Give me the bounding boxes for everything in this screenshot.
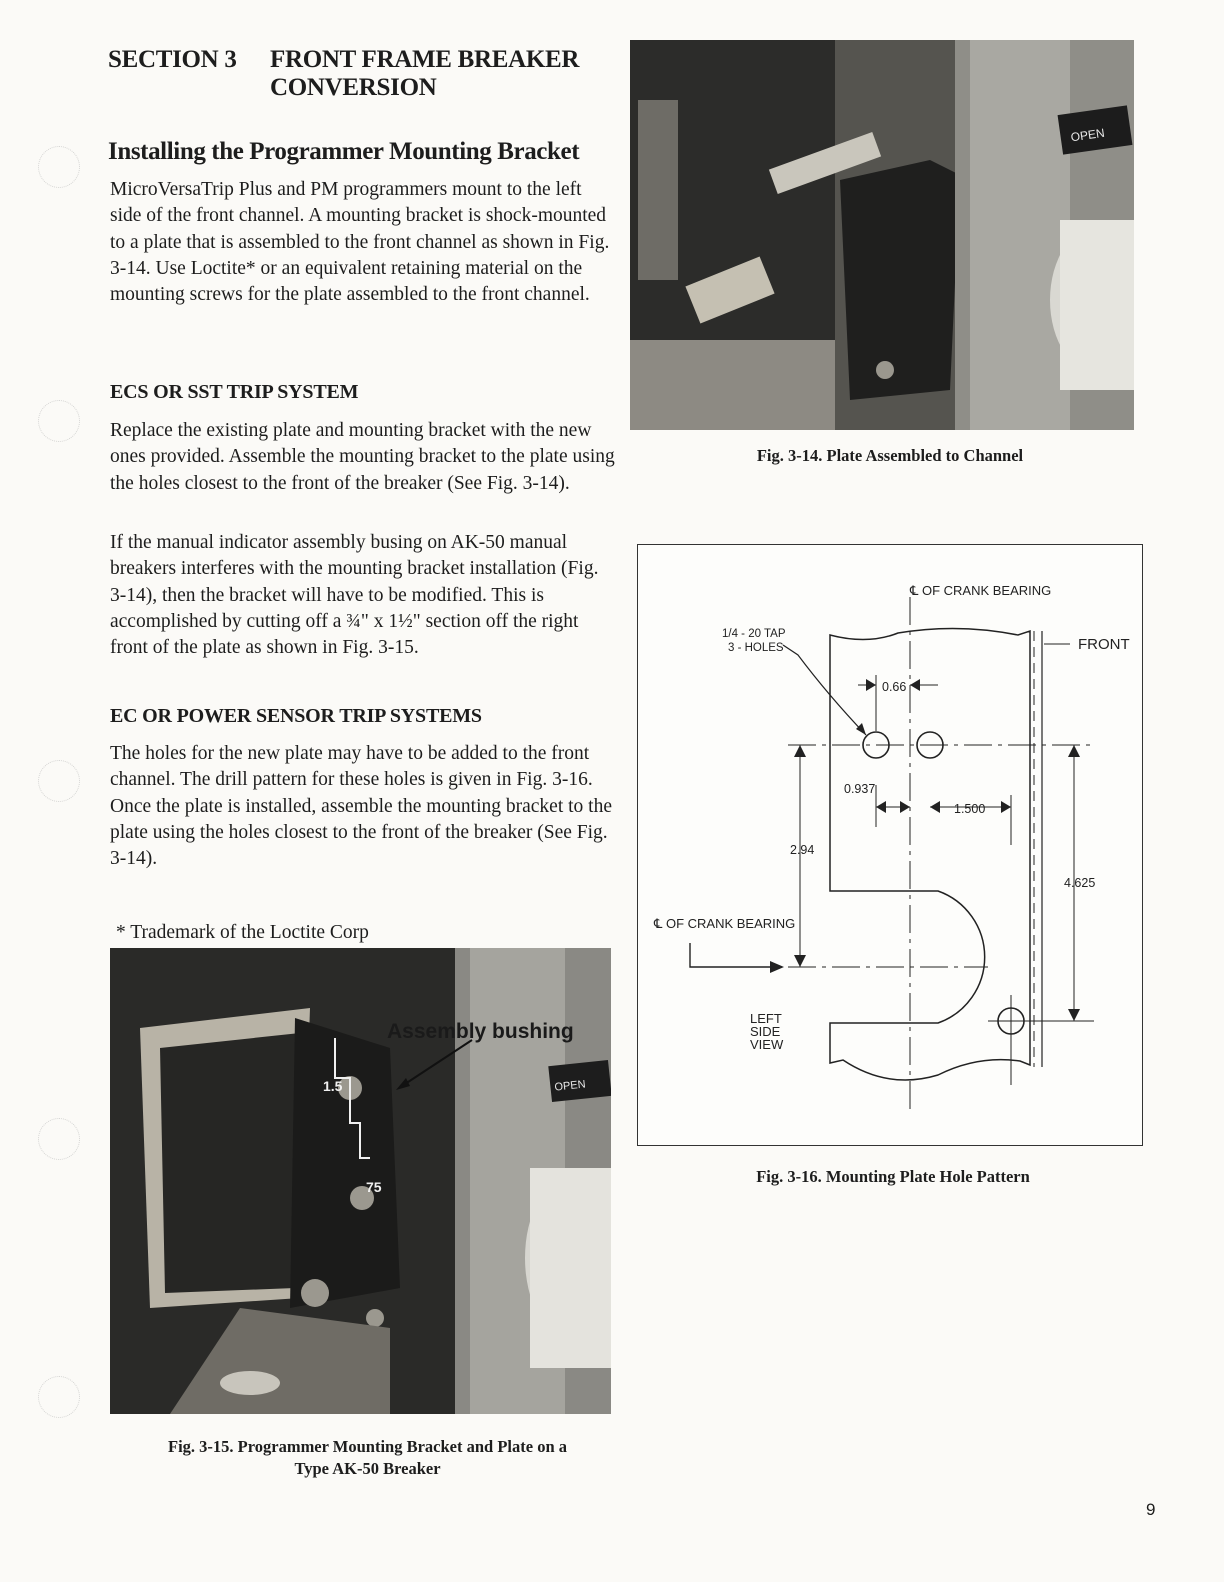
punch-hole [38,1376,80,1418]
fig-3-15-caption [110,1436,625,1480]
fig-3-15-caption-line1: Fig. 3-15. Programmer Mounting Bracket and Plate on a [167,1437,567,1456]
fig15-open-label: OPEN [553,1078,587,1094]
punch-hole [38,760,80,802]
section-title-line2: CONVERSION [270,74,437,101]
fig-3-16-diagram [637,544,1143,1146]
tap-line1: 1/4 - 20 TAP [722,628,786,640]
section-title-line1: FRONT FRAME BREAKER [270,46,580,73]
footnote: * Trademark of the Loctite Corp [116,922,369,943]
fig-3-15-caption-line2: Type AK-50 Breaker [294,1459,441,1478]
section-title [108,46,579,102]
fig14-open-label: OPEN [1069,125,1106,145]
fig-3-15-photo-illustration [110,948,611,1414]
dim-2-94: 2.94 [790,843,815,857]
view-line2: SIDE [750,1024,781,1039]
dim-75: 75 [366,1179,382,1195]
ec-paragraph-1: The holes for the new plate may have to be added to the front channel. The drill pattern for these holes is given in Fig. 3-16. Once the plate is installed, assemble the mounting bracket to the plate using the holes closest to the front of the breaker (See Fig. 3-14). [110,743,612,870]
intro-paragraph: MicroVersaTrip Plus and PM programmers mount to the left side of the front channel. A mounting bracket is shock-mounted to a plate that is assembled to the front channel as shown in Fig. 3-14. Use Loctite* or an equivalent retaining material on the mounting screws for the plate assembled to the front channel. [110,179,610,306]
punch-hole [38,146,80,188]
fig-3-14-caption: Fig. 3-14. Plate Assembled to Channel [756,446,1024,465]
tap-line2: 3 - HOLES [728,642,784,654]
view-line3: VIEW [750,1037,784,1052]
page-number: 9 [1146,1500,1156,1519]
ecs-paragraph-2: If the manual indicator assembly busing on AK-50 manual breakers interferes with the mounting bracket installation (Fig. 3-14), then the bracket will have to be modified. This is accomplished by cutting off a ¾" x 1½" section off the right front of the plate as shown in Fig. 3-15. [110,532,599,659]
view-line1: LEFT [750,1011,782,1026]
assembly-bushing-callout: Assembly bushing [387,1020,574,1043]
dim-0-937: 0.937 [844,782,876,796]
main-heading: Installing the Programmer Mounting Bracket [108,138,580,165]
punch-hole [38,1118,80,1160]
fig-3-15-photo [110,948,611,1414]
dim-1-500: 1.500 [954,802,986,816]
cl-top-label: ℄ OF CRANK BEARING [910,583,1052,598]
hole-pattern-drawing [638,545,1142,1145]
section-number: SECTION 3 [108,46,237,73]
front-label: FRONT [1078,636,1130,653]
fig-3-14-photo [630,40,1134,430]
ecs-heading: ECS OR SST TRIP SYSTEM [110,381,359,403]
dim-0-66: 0.66 [882,680,907,694]
dim-4-625: 4.625 [1064,876,1096,890]
fig-3-14-photo-illustration [630,40,1134,430]
fig-3-16-caption: Fig. 3-16. Mounting Plate Hole Pattern [756,1167,1030,1186]
cl-side-label: ℄ OF CRANK BEARING [654,916,796,931]
ecs-paragraph-1: Replace the existing plate and mounting bracket with the new ones provided. Assemble the mounting bracket to the plate using the holes closest to the front of the breaker (See Fig. 3-14). [110,420,615,494]
punch-hole [38,400,80,442]
dim-1-5: 1.5 [323,1078,343,1094]
ec-heading: EC OR POWER SENSOR TRIP SYSTEMS [110,705,482,727]
